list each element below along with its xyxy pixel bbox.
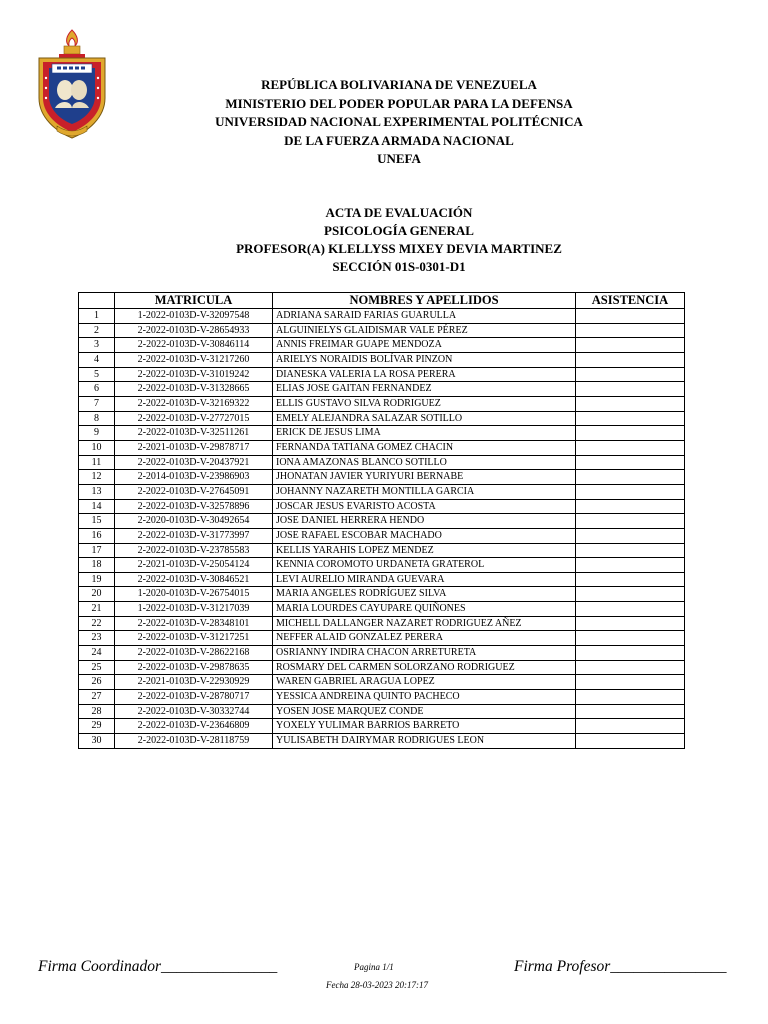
table-row: [79, 528, 685, 543]
row-number-cell: 23: [79, 631, 115, 646]
matricula-cell: 2-2022-0103D-V-31217260: [115, 352, 273, 367]
row-number-cell: 11: [79, 455, 115, 470]
attendance-cell[interactable]: [576, 616, 685, 631]
attendance-cell[interactable]: [576, 572, 685, 587]
coordinator-signature-line: Firma Coordinador_______________: [38, 958, 278, 975]
row-number-cell: 14: [79, 499, 115, 514]
attendance-cell[interactable]: [576, 528, 685, 543]
matricula-cell: 2-2022-0103D-V-30846114: [115, 338, 273, 353]
table-row: [79, 558, 685, 573]
table-row: [79, 646, 685, 661]
attendance-cell[interactable]: [576, 646, 685, 661]
table-row: [79, 734, 685, 749]
table-row: [79, 543, 685, 558]
attendance-cell[interactable]: [576, 514, 685, 529]
row-number-cell: 25: [79, 660, 115, 675]
student-name-cell: JHONATAN JAVIER YURIYURI BERNABE: [273, 470, 576, 485]
column-header-names: NOMBRES Y APELLIDOS: [273, 293, 576, 309]
attendance-cell[interactable]: [576, 382, 685, 397]
matricula-cell: 2-2022-0103D-V-30846521: [115, 572, 273, 587]
student-name-cell: MICHELL DALLANGER NAZARET RODRIGUEZ AÑEZ: [273, 616, 576, 631]
table-row: [79, 382, 685, 397]
act-professor: PROFESOR(A) KLELLYSS MIXEY DEVIA MARTINEZ: [236, 241, 562, 256]
attendance-cell[interactable]: [576, 602, 685, 617]
attendance-cell[interactable]: [576, 719, 685, 734]
matricula-cell: 1-2022-0103D-V-32097548: [115, 309, 273, 324]
student-name-cell: JOHANNY NAZARETH MONTILLA GARCIA: [273, 484, 576, 499]
table-row: [79, 338, 685, 353]
matricula-cell: 2-2022-0103D-V-23785583: [115, 543, 273, 558]
header-line-university: UNIVERSIDAD NACIONAL EXPERIMENTAL POLITÉCNICA: [215, 114, 583, 129]
professor-signature-line: Firma Profesor_______________: [514, 958, 727, 975]
row-number-cell: 22: [79, 616, 115, 631]
student-name-cell: JOSCAR JESUS EVARISTO ACOSTA: [273, 499, 576, 514]
row-number-cell: 7: [79, 396, 115, 411]
student-name-cell: KENNIA COROMOTO URDANETA GRATEROL: [273, 558, 576, 573]
student-name-cell: WAREN GABRIEL ARAGUA LOPEZ: [273, 675, 576, 690]
table-row: [79, 690, 685, 705]
attendance-cell[interactable]: [576, 309, 685, 324]
attendance-cell[interactable]: [576, 352, 685, 367]
row-number-cell: 13: [79, 484, 115, 499]
table-row: [79, 367, 685, 382]
matricula-cell: 2-2022-0103D-V-28622168: [115, 646, 273, 661]
student-name-cell: YESSICA ANDREINA QUINTO PACHECO: [273, 690, 576, 705]
student-name-cell: ALGUINIELYS GLAIDISMAR VALE PÉREZ: [273, 323, 576, 338]
student-name-cell: YOSEN JOSE MARQUEZ CONDE: [273, 704, 576, 719]
act-section: SECCIÓN 01S-0301-D1: [332, 259, 466, 274]
header-line-acronym: UNEFA: [377, 151, 421, 166]
student-name-cell: MARIA ANGELES RODRÍGUEZ SILVA: [273, 587, 576, 602]
student-name-cell: JOSE DANIEL HERRERA HENDO: [273, 514, 576, 529]
matricula-cell: 2-2022-0103D-V-28780717: [115, 690, 273, 705]
attendance-cell[interactable]: [576, 470, 685, 485]
row-number-cell: 1: [79, 309, 115, 324]
row-number-cell: 29: [79, 719, 115, 734]
student-name-cell: FERNANDA TATIANA GOMEZ CHACIN: [273, 440, 576, 455]
student-name-cell: ARIELYS NORAIDIS BOLÍVAR PINZON: [273, 352, 576, 367]
table-row: [79, 631, 685, 646]
table-body: [79, 309, 685, 749]
table-row: [79, 426, 685, 441]
student-name-cell: IONA AMAZONAS BLANCO SOTILLO: [273, 455, 576, 470]
table-row: [79, 719, 685, 734]
row-number-cell: 18: [79, 558, 115, 573]
attendance-cell[interactable]: [576, 396, 685, 411]
table-row: [79, 309, 685, 324]
student-name-cell: YOXELY YULIMAR BARRIOS BARRETO: [273, 719, 576, 734]
row-number-cell: 8: [79, 411, 115, 426]
table-row: [79, 484, 685, 499]
attendance-cell[interactable]: [576, 587, 685, 602]
matricula-cell: 2-2022-0103D-V-32511261: [115, 426, 273, 441]
table-row: [79, 587, 685, 602]
matricula-cell: 2-2022-0103D-V-27727015: [115, 411, 273, 426]
matricula-cell: 1-2022-0103D-V-31217039: [115, 602, 273, 617]
matricula-cell: 2-2021-0103D-V-22930929: [115, 675, 273, 690]
matricula-cell: 2-2022-0103D-V-28118759: [115, 734, 273, 749]
row-number-cell: 21: [79, 602, 115, 617]
row-number-cell: 20: [79, 587, 115, 602]
matricula-cell: 2-2021-0103D-V-25054124: [115, 558, 273, 573]
row-number-cell: 9: [79, 426, 115, 441]
table-row: [79, 660, 685, 675]
attendance-cell[interactable]: [576, 338, 685, 353]
table-row: [79, 396, 685, 411]
attendance-cell[interactable]: [576, 499, 685, 514]
table-row: [79, 411, 685, 426]
matricula-cell: 2-2022-0103D-V-28348101: [115, 616, 273, 631]
row-number-cell: 28: [79, 704, 115, 719]
matricula-cell: 2-2022-0103D-V-32169322: [115, 396, 273, 411]
attendance-cell[interactable]: [576, 660, 685, 675]
header-line-armed-force: DE LA FUERZA ARMADA NACIONAL: [284, 132, 514, 148]
row-number-cell: 4: [79, 352, 115, 367]
matricula-cell: 2-2022-0103D-V-31773997: [115, 528, 273, 543]
row-number-cell: 5: [79, 367, 115, 382]
attendance-cell[interactable]: [576, 367, 685, 382]
table-row: [79, 602, 685, 617]
attendance-cell[interactable]: [576, 484, 685, 499]
row-number-cell: 30: [79, 734, 115, 749]
attendance-cell[interactable]: [576, 558, 685, 573]
student-name-cell: ANNIS FREIMAR GUAPE MENDOZA: [273, 338, 576, 353]
matricula-cell: 2-2014-0103D-V-23986903: [115, 470, 273, 485]
attendance-cell[interactable]: [576, 426, 685, 441]
attendance-cell[interactable]: [576, 631, 685, 646]
student-name-cell: JOSE RAFAEL ESCOBAR MACHADO: [273, 528, 576, 543]
institution-header: [0, 76, 768, 169]
student-name-cell: KELLIS YARAHIS LOPEZ MENDEZ: [273, 543, 576, 558]
attendance-cell[interactable]: [576, 543, 685, 558]
header-line-republic: REPÚBLICA BOLIVARIANA DE VENEZUELA: [261, 77, 537, 92]
student-name-cell: OSRIANNY INDIRA CHACON ARRETURETA: [273, 646, 576, 661]
attendance-cell[interactable]: [576, 411, 685, 426]
student-name-cell: EMELY ALEJANDRA SALAZAR SOTILLO: [273, 411, 576, 426]
student-name-cell: YULISABETH DAIRYMAR RODRIGUES LEON: [273, 734, 576, 749]
table-row: [79, 704, 685, 719]
student-name-cell: MARIA LOURDES CAYUPARE QUIÑONES: [273, 602, 576, 617]
matricula-cell: 2-2022-0103D-V-20437921: [115, 455, 273, 470]
row-number-cell: 19: [79, 572, 115, 587]
row-number-cell: 2: [79, 323, 115, 338]
matricula-cell: 1-2020-0103D-V-26754015: [115, 587, 273, 602]
student-name-cell: ROSMARY DEL CARMEN SOLORZANO RODRIGUEZ: [273, 660, 576, 675]
act-subject: PSICOLOGÍA GENERAL: [324, 223, 474, 238]
matricula-cell: 2-2022-0103D-V-31019242: [115, 367, 273, 382]
row-number-cell: 27: [79, 690, 115, 705]
matricula-cell: 2-2022-0103D-V-31328665: [115, 382, 273, 397]
student-name-cell: ELLIS GUSTAVO SILVA RODRIGUEZ: [273, 396, 576, 411]
student-name-cell: NEFFER ALAID GONZALEZ PERERA: [273, 631, 576, 646]
attendance-cell[interactable]: [576, 690, 685, 705]
attendance-cell[interactable]: [576, 455, 685, 470]
table-row: [79, 352, 685, 367]
table-row: [79, 440, 685, 455]
matricula-cell: 2-2022-0103D-V-23646809: [115, 719, 273, 734]
attendance-cell[interactable]: [576, 734, 685, 749]
row-number-cell: 15: [79, 514, 115, 529]
table-row: [79, 514, 685, 529]
table-row: [79, 323, 685, 338]
row-number-cell: 12: [79, 470, 115, 485]
table-row: [79, 616, 685, 631]
student-name-cell: DIANESKA VALERIA LA ROSA PERERA: [273, 367, 576, 382]
act-header: [0, 204, 768, 276]
table-row: [79, 455, 685, 470]
print-date: Fecha 28-03-2023 20:17:17: [326, 980, 428, 990]
row-number-cell: 26: [79, 675, 115, 690]
page-number: Pagina 1/1: [354, 962, 394, 972]
act-title: ACTA DE EVALUACIÓN: [325, 205, 473, 220]
student-name-cell: ADRIANA SARAID FARIAS GUARULLA: [273, 309, 576, 324]
attendance-cell[interactable]: [576, 704, 685, 719]
column-header-number: [79, 293, 115, 309]
matricula-cell: 2-2021-0103D-V-29878717: [115, 440, 273, 455]
matricula-cell: 2-2022-0103D-V-30332744: [115, 704, 273, 719]
row-number-cell: 10: [79, 440, 115, 455]
student-name-cell: ELIAS JOSE GAITAN FERNANDEZ: [273, 382, 576, 397]
student-roster-table: [78, 292, 685, 749]
row-number-cell: 3: [79, 338, 115, 353]
row-number-cell: 16: [79, 528, 115, 543]
attendance-cell[interactable]: [576, 440, 685, 455]
row-number-cell: 24: [79, 646, 115, 661]
matricula-cell: 2-2022-0103D-V-31217251: [115, 631, 273, 646]
column-header-matricula: MATRICULA: [115, 293, 273, 309]
matricula-cell: 2-2022-0103D-V-27645091: [115, 484, 273, 499]
matricula-cell: 2-2022-0103D-V-28654933: [115, 323, 273, 338]
matricula-cell: 2-2020-0103D-V-30492654: [115, 514, 273, 529]
row-number-cell: 17: [79, 543, 115, 558]
table-header-row: [79, 293, 685, 309]
student-name-cell: ERICK DE JESUS LIMA: [273, 426, 576, 441]
attendance-cell[interactable]: [576, 675, 685, 690]
table-row: [79, 499, 685, 514]
table-row: [79, 470, 685, 485]
column-header-attendance: ASISTENCIA: [576, 293, 685, 309]
attendance-cell[interactable]: [576, 323, 685, 338]
matricula-cell: 2-2022-0103D-V-29878635: [115, 660, 273, 675]
row-number-cell: 6: [79, 382, 115, 397]
student-name-cell: LEVI AURELIO MIRANDA GUEVARA: [273, 572, 576, 587]
table-row: [79, 675, 685, 690]
matricula-cell: 2-2022-0103D-V-32578896: [115, 499, 273, 514]
header-line-ministry: MINISTERIO DEL PODER POPULAR PARA LA DEFENSA: [225, 95, 573, 111]
table-row: [79, 572, 685, 587]
